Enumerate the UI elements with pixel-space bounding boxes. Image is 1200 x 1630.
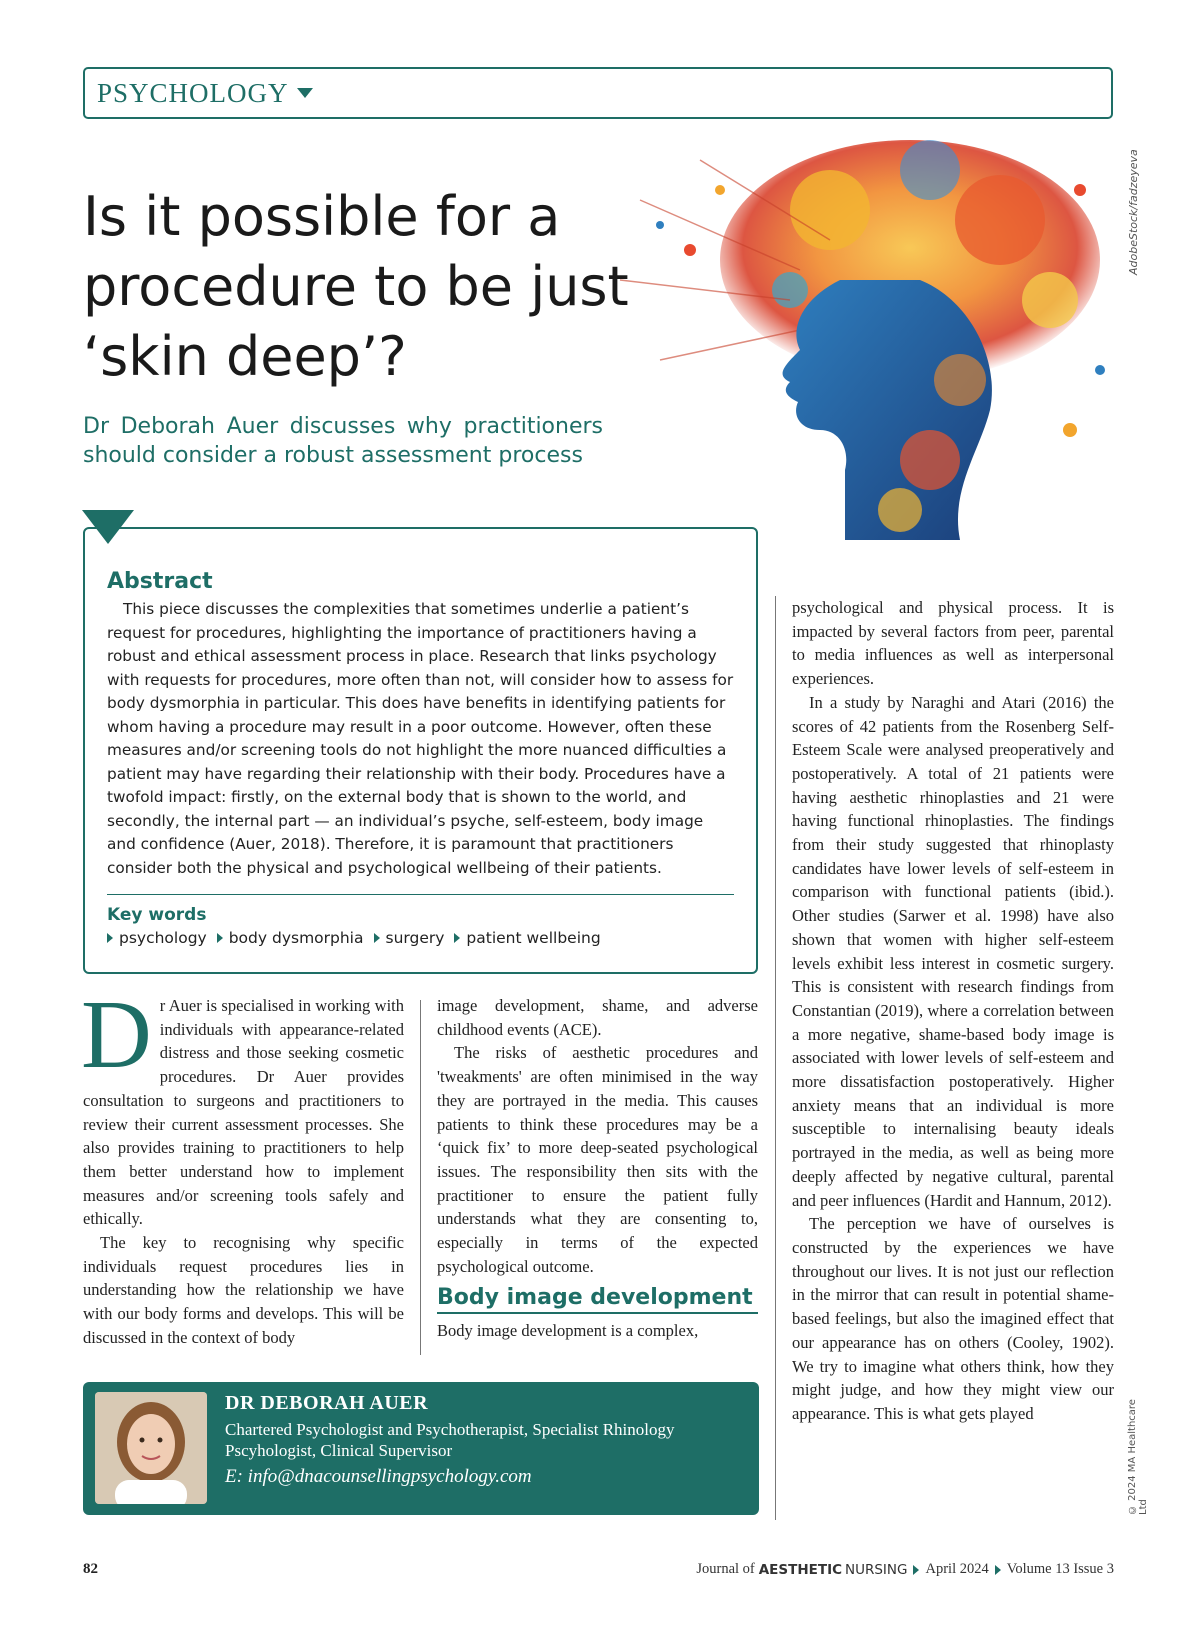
author-name: DR DEBORAH AUER	[225, 1392, 429, 1414]
triangle-right-icon	[107, 933, 113, 943]
journal-name-bold: AESTHETIC	[758, 1561, 842, 1578]
abstract-text: This piece discusses the complexities that sometimes underlie a patient’s request for procedures, highlighting the importance of practitioners having a robust and ethical assessment process in place. Research that links psychology with requests for procedures, more often than not, will consider how to assess for body dysmorphia in particular. This does have benefits in identifying patients for whom having a procedure may result in a poor outcome. However, often these measures and/or screening tools do not highlight the more nuanced difficulties a patient may have regarding their relationship with their body. Procedures have a twofold impact: firstly, on the external body that is shown to the world, and secondly, the internal part — an individual’s psyche, self-esteem, body image and confidence (Auer, 2018). Therefore, it is paramount that practitioners consider both the physical and psychological wellbeing of their patients.	[107, 600, 734, 877]
keywords-list	[107, 929, 734, 947]
photo-credit: AdobeStock/fadzeyeva	[1127, 149, 1140, 275]
abstract-box	[83, 527, 758, 974]
triangle-right-icon	[995, 1565, 1001, 1575]
keyword-item: surgery	[374, 929, 445, 947]
body-column-3	[792, 596, 1114, 1426]
journal-footer	[696, 1561, 1114, 1578]
triangle-right-icon	[913, 1565, 919, 1575]
author-email: E: info@dnacounsellingpsychology.com	[225, 1466, 532, 1487]
abstract-heading: Abstract	[107, 569, 213, 594]
body-paragraph: The risks of aesthetic procedures and 'tweakments' are often minimised in the way they are portrayed in the media. This causes patients to think these procedures may be a ‘quick fix’ to more deep-seated psychological issues. The responsibility then sits with the practitioner to ensure the patient fully understands what they are consenting to, especially in terms of the expected psychological outcome.	[437, 1043, 758, 1276]
article-title: Is it possible for a procedure to be just ‘skin deep’?	[83, 185, 629, 388]
body-paragraph: The perception we have of ourselves is constructed by the experiences we have throughout our lives. It is not just our reflection in the mirror that can result in potential shame-based feelings, but also the imagined effect that our appearance has on others (Cooley, 1902). We try to imagine what others think, how they might judge, and how they might view our appearance. This is what gets played	[792, 1214, 1114, 1423]
keyword-item: psychology	[107, 929, 207, 947]
page-number: 82	[83, 1561, 98, 1577]
body-paragraph: The key to recognising why specific individuals request procedures lies in understanding how the relationship we have with our body forms and develops. This will be discussed in the context of body	[83, 1233, 404, 1347]
keywords-heading: Key words	[107, 905, 207, 925]
triangle-right-icon	[454, 933, 460, 943]
body-paragraph: In a study by Naraghi and Atari (2016) the scores of 42 patients from the Rosenberg Self-Esteem Scale were analysed preoperatively and postoperatively. A total of 21 patients were having aesthetic rhinoplasties and 21 were having functional rhinoplasties. The findings from their study suggested that rhinoplasty candidates have lower levels of self-esteem in comparison with functional patients (ibid.). Other studies (Sarwer et al. 1998) have also shown that women with higher self-esteem levels exhibit less interest in cosmetic surgery. This is consistent with research findings from Constantian (2019), where a correlation between a more negative, shame-based body image is associated with lower levels of self-esteem and more dissatisfaction postoperatively. Higher anxiety means that an individual is more susceptible to internalising beauty ideals portrayed in the media, as well as being more deeply affected by negative cultural, parental and peer influences (Hardit and Hannum, 2012).	[792, 692, 1114, 1210]
section-label: PSYCHOLOGY	[97, 77, 289, 108]
volume-issue: Volume 13 Issue 3	[1006, 1561, 1114, 1577]
column-rule	[775, 596, 776, 1520]
body-paragraph: Body image development is a complex,	[437, 1321, 699, 1341]
triangle-right-icon	[374, 933, 380, 943]
body-column-1	[81, 981, 404, 1349]
abstract-divider	[107, 894, 734, 895]
body-paragraph: Dr Auer is specialised in working with individuals with appearance-related distress and those seeking cosmetic procedures. Dr Auer provides consultation to surgeons and practitioners to review their current assessment processes. She also provides training to practitioners to help them better understand how to implement measures and/or screening tools safely and ethically.	[81, 981, 404, 1229]
column-rule	[420, 1000, 421, 1355]
keyword-item: patient wellbeing	[454, 929, 600, 947]
journal-name: NURSING	[845, 1561, 908, 1578]
section-subheading: Body image development	[437, 1286, 758, 1314]
journal-prefix: Journal of	[696, 1561, 755, 1577]
hero-illustration	[600, 130, 1120, 560]
triangle-down-icon	[297, 88, 313, 98]
section-header	[83, 67, 1113, 119]
body-paragraph-continued: image development, shame, and adverse childhood events (ACE).	[437, 996, 758, 1039]
body-column-2	[437, 994, 758, 1343]
triangle-right-icon	[217, 933, 223, 943]
author-bio-box	[83, 1382, 759, 1515]
issue-date: April 2024	[925, 1561, 989, 1577]
body-paragraph-continued: psychological and physical process. It is impacted by several factors from peer, parental to media influences as well as interpersonal experiences.	[792, 598, 1114, 689]
article-standfirst: Dr Deborah Auer discusses why practitioners should consider a robust assessment process	[83, 414, 603, 468]
keyword-item: body dysmorphia	[217, 929, 364, 947]
author-photo	[95, 1392, 207, 1504]
drop-cap: D	[81, 981, 152, 1089]
copyright-notice: © 2024 MA Healthcare Ltd	[1127, 1399, 1149, 1515]
author-role: Chartered Psychologist and Psychotherapist, Specialist Rhinology Pscyhologist, Clinical Supervisor	[225, 1420, 675, 1460]
